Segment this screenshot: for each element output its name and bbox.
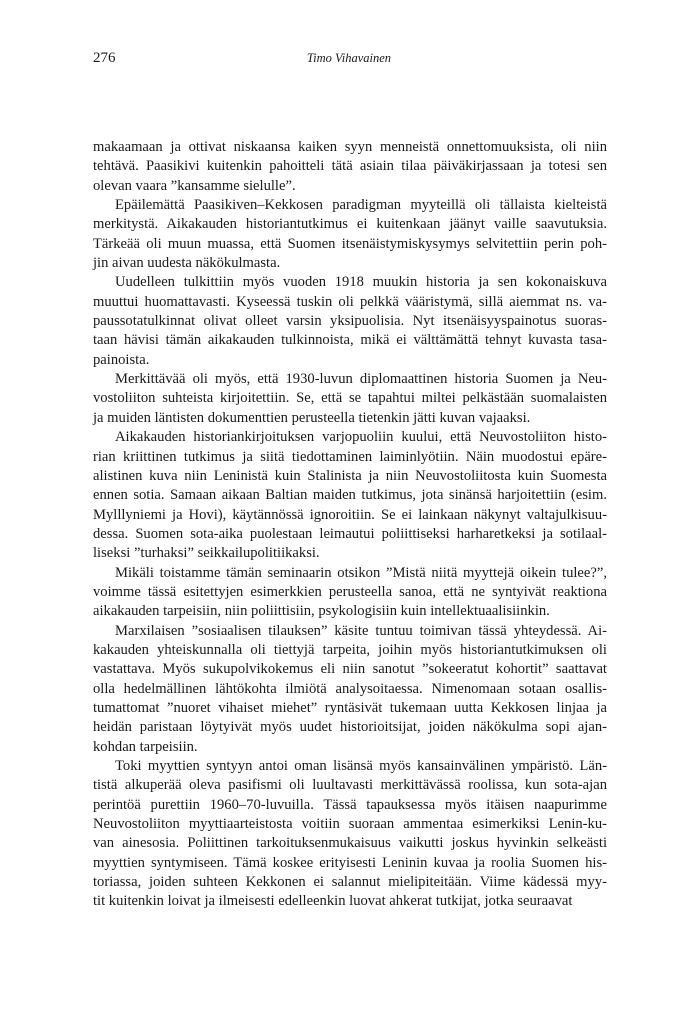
page-number: 276 bbox=[93, 50, 116, 66]
text-line: muuttui huomattavasti. Kyseessä tuskin oli pelkkä vääristymä, sillä aiemmat ns. va- bbox=[93, 293, 607, 310]
running-head: Timo Vihavainen bbox=[306, 51, 392, 65]
text-line: van ainesosia. Poliittinen tarkoituksenmukaisuus vaikutti joskus hyvinkin selkeästi bbox=[93, 835, 607, 852]
text-line: rian kriittinen tutkimus ja siitä tiedottaminen laiminlyötiin. Näin muodostui epäre- bbox=[93, 448, 607, 465]
paragraph bbox=[93, 428, 607, 563]
text-line: Tärkeää oli muun muassa, että Suomen itsenäistymiskysymys selvitettiin perin poh- bbox=[93, 235, 607, 252]
text-line: Uudelleen tulkittiin myös vuoden 1918 muukin historia ja sen kokonaiskuva bbox=[115, 274, 607, 291]
text-line: Mylllyniemi ja Hovi), käytännössä ignoroitiin. Se ei lainkaan näkynyt valtajulkisuu- bbox=[93, 506, 607, 523]
text-line: tistä alkuperää oleva pasifismi oli luultavasti merkittävässä roolissa, kun sota-ajan bbox=[93, 777, 607, 794]
page-header bbox=[93, 50, 605, 70]
paragraph bbox=[93, 138, 607, 196]
text-line: ennen sotia. Samaan aikaan Baltian maiden tutkimus, jota sinänsä harjoitettiin (esim. bbox=[93, 487, 607, 504]
text-line: merkitystä. Aikakauden historiantutkimus ei kuitenkaan jäänyt vaille saavutuksia. bbox=[93, 216, 607, 233]
text-line: vostoliiton suhteista kirjoitettiin. Se, että se tapahtui miltei pelkästään suomalaisten bbox=[93, 390, 607, 407]
text-line: Marxilaisen ”sosiaalisen tilauksen” käsite tuntuu toimivan tässä yhteydessä. Ai- bbox=[115, 622, 607, 639]
text-line: toriassa, joiden suhteen Kekkonen ei salannut mielipiteitään. Viime kädessä myy- bbox=[93, 874, 607, 891]
text-line: Toki myyttien syntyyn antoi oman lisänsä myös kansainvälinen ympäristö. Län- bbox=[115, 758, 607, 774]
text-line: alistinen kuva niin Leninistä kuin Stalinista ja niin Neuvostoliitosta kuin Suomesta bbox=[93, 467, 607, 484]
text-line: kohdan tarpeisiin. bbox=[93, 738, 198, 755]
text-line: Epäilemättä Paasikiven–Kekkosen paradigman myyteillä oli tällaista kielteistä bbox=[115, 197, 607, 214]
text-line: tehtävä. Paasikivi kuitenkin pahoitteli tätä asiain tilaa päiväkirjassaan ja totesi sen bbox=[93, 158, 607, 175]
text-line: olevan vaara ”kansamme sielulle”. bbox=[93, 177, 296, 194]
text-line: voimme tässä esitettyjen esimerkkien perusteella sanoa, että ne syntyivät reaktiona bbox=[93, 583, 607, 600]
text-line: Merkittävää oli myös, että 1930-luvun diplomaattinen historia Suomen ja Neu- bbox=[115, 371, 607, 388]
text-line: tit kuitenkin loivat ja ilmeisesti edelleenkin luovat ahkerat tutkijat, jotka seuraavat bbox=[93, 893, 573, 910]
paragraph bbox=[93, 622, 607, 757]
text-line: Mikäli toistamme tämän seminaarin otsikon ”Mistä niitä myyttejä oikein tulee?”, bbox=[115, 564, 607, 581]
paragraph bbox=[93, 757, 607, 912]
text-line: Aikakauden historiankirjoituksen varjopuoliin kuului, että Neuvostoliiton histo- bbox=[115, 429, 607, 446]
text-line: tumattomat ”nuoret vihaiset miehet” ryntäsivät tukemaan uutta Kekkosen linjaa ja bbox=[93, 699, 607, 716]
text-line: olla hedelmällinen lähtökohta ilmiötä analysoitaessa. Nimenomaan sotaan osallis- bbox=[93, 680, 607, 697]
text-line: ja muiden läntisten dokumenttien perusteella tietenkin jätti kuvan vajaaksi. bbox=[93, 409, 531, 426]
paragraph bbox=[93, 196, 607, 273]
text-line: Neuvostoliiton myyttiaarteistosta voitiin suoraan ammentaa esimerkiksi Lenin-ku- bbox=[93, 816, 607, 833]
text-line: perintöä purettiin 1960–70-luvuilla. Tässä tapauksessa myös itäisen naapurimme bbox=[93, 796, 607, 813]
text-line: liseksi ”turhaksi” seikkailupolitiikaksi. bbox=[93, 545, 320, 562]
paragraph bbox=[93, 564, 607, 622]
text-line: paussotatulkinnat olivat olleet varsin yksipuolisia. Nyt itsenäisyyspainotus suoras- bbox=[93, 313, 607, 330]
paragraph bbox=[93, 273, 607, 370]
text-line: jin aivan uudesta näkökulmasta. bbox=[93, 255, 281, 272]
text-line: myyttien syntymiseen. Tämä koskee erityisesti Leninin kuvaa ja roolia Suomen his- bbox=[93, 854, 607, 871]
text-line: painoista. bbox=[93, 351, 150, 368]
body-text bbox=[93, 138, 607, 912]
text-line: makaamaan ja ottivat niskaansa kaiken syyn menneistä onnettomuuksista, oli niin bbox=[93, 139, 607, 155]
text-line: kakauden yhteiskunnalla oli tiettyjä tarpeita, joihin myös historiantutkimuksen oli bbox=[93, 641, 607, 658]
text-line: aikakauden tarpeisiin, niin poliittisiin, psykologisiin kuin intellektuaalisiinkin. bbox=[93, 603, 550, 620]
text-line: vastattava. Myös sukupolvikokemus eli niin sanotut ”sokeeratut kohortit” saattavat bbox=[93, 661, 607, 678]
text-line: taan hävisi tämän aikakauden tulkinnoista, mikä ei välttämättä tehnyt kuvasta tasa- bbox=[93, 332, 607, 349]
paragraph bbox=[93, 370, 607, 428]
text-line: heidän paristaan löytyivät myös uudet historioitsijat, joiden näkökulma sopi ajan- bbox=[93, 719, 607, 736]
text-line: dessa. Suomen sota-aika puolestaan leimautui poliittiseksi harharetkeksi ja sotilaal- bbox=[93, 525, 607, 542]
